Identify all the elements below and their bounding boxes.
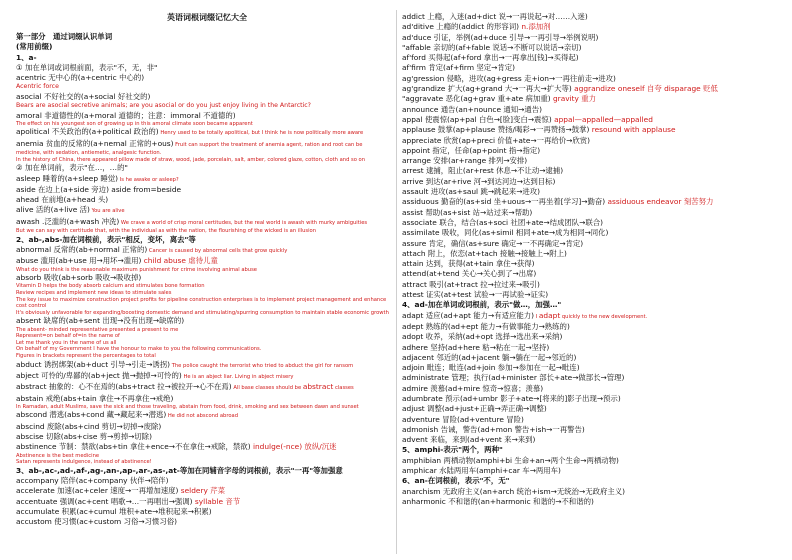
entry-line: appreciate 欣赏(ap+preci 价值+ate→一再给价→欣赏) (402, 135, 590, 145)
entry-text: ad'ditive 上瘾的(addict 的形容词) (402, 22, 519, 32)
entry-line: ② 加在单词前，表示"在…，…的" (16, 163, 128, 173)
entry-line: ad'duce 引证，举例(ad+duce 引导→一再引导→举例说明) (402, 32, 599, 42)
entry-line (16, 174, 398, 185)
highlight-note: assiduous endeavor 刻苦努力 (605, 197, 714, 207)
section-heading: (常用前缀) (16, 42, 53, 52)
entry-text: abuse 滥用(ab+use 用→用坏→滥用) (16, 256, 142, 266)
entry-text: abduct 诱拐绑架(ab+duct 引导→引走→诱拐) (16, 359, 171, 369)
entry-line: absorb 吸收(ab+sorb 吸收→吸收掉) (16, 273, 142, 283)
entry-line: assist 帮助(as+sist 站→站过来→帮助) (402, 207, 533, 217)
example-sentence: Satan represents indulgence, instead of abstinence! (16, 459, 152, 466)
entry-line: af'firm 肯定(af+firm 坚定→肯定) (402, 63, 516, 73)
highlight-note: abstract (302, 382, 334, 392)
highlight-note: child abuse 虐待儿童 (141, 256, 218, 266)
section-heading: 4、ad-加在单词或词根前，表示"做…，加强…" (402, 300, 562, 310)
entry-line: accustom 使习惯(ac+custom 习俗→习惯习俗) (16, 517, 177, 527)
entry-line: absent 缺席的(ab+sent 出现→没有出现→缺席的) (16, 316, 185, 326)
entry-line: adjoin 毗连；毗连(ad+join 参加→参加在一起→毗连) (402, 363, 580, 373)
example-sentence: The effect on his youngest son of growing up in this amoral climate soon became apparent (16, 120, 253, 127)
inline-example: The police caught the terrorist who tried to abduct the girl for ransom (170, 362, 354, 369)
entry-line: amoral 非道德性的(a+moral 道德的；注意：immoral 不道德的) (16, 110, 236, 120)
entry-line (16, 127, 398, 138)
entry-line (402, 115, 784, 125)
entry-line (16, 497, 398, 507)
entry-text: ag'grandize 扩大(ag+grand 大→一再大→扩大等) (402, 84, 572, 94)
entry-line: attain 达到，获得(at+tain 拿住→获得) (402, 259, 535, 269)
entry-text: apolitical 不关政治的(a+political 政治的) (16, 127, 159, 137)
entry-line (16, 410, 398, 421)
entry-text: anemia 贫血的反常的(a+nemal 正常的+ous) (16, 138, 174, 148)
entry-text: awash .泛滥的(a+wash 冲洗) (16, 216, 120, 226)
entry-line: adhere 坚持(ad+here 粘→粘在一起→坚持) (402, 342, 550, 352)
entry-text: assiduous 勤奋的(as+sid 坐+uous→一再坐着[学习]→勤奋) (402, 197, 606, 207)
inline-example: I (534, 313, 539, 320)
entry-text: abstinence 节制：禁欲(abs+tin 拿住+ence→不在拿住→戒除，禁欲) (16, 442, 251, 452)
entry-text: abstract 抽象的：心不在焉的(abs+tract 拉→被拉开→心不在焉) (16, 382, 232, 392)
entry-line: attract 吸引(at+tract 拉→拉过来→吸引) (402, 279, 540, 289)
entry-line: advent 来临，来到(ad+vent 来→来到) (402, 435, 536, 445)
entry-line: ag'gression 侵略，进攻(ag+gress 走+ion→一再往前走→进攻) (402, 73, 616, 83)
highlight-note: seldery 芹菜 (178, 486, 226, 496)
inline-example: Henry used to be totally apolitical, but I think he is now politically more aware (158, 130, 364, 137)
page-title: 英语词根词缀记忆大全 (167, 13, 247, 22)
entry-line (16, 486, 398, 496)
entry-line: "affable 亲切的(af+fable 说话→不断可以说话→亲切) (402, 42, 582, 52)
highlight-note: appal—appalled—appalled (551, 114, 653, 124)
example-sentence: medicine, with sedation, antiemetic, analgesic function. (16, 150, 162, 157)
entry-text: accelerate 加速(ac+celer 速度→一再增加速度) (16, 486, 179, 496)
inline-example: Cancer is caused by abnormal cells that grow quickly (147, 247, 288, 254)
entry-line: accumulate 积累(ac+cumul 堆积+ate→堆积起来→积累) (16, 507, 212, 516)
entry-line: appoint 指定，任命(ap+point 指→指定) (402, 145, 541, 155)
column-divider (396, 10, 397, 554)
entry-line (16, 442, 398, 452)
entry-line: anarchism 无政府主义(an+arch 统治+ism→无统治→无政府主义) (402, 486, 626, 496)
entry-line: administrate 管理；执行(ad+minister 部长+ate→做部长→管理) (402, 373, 625, 383)
right-column (402, 12, 784, 556)
example-sentence: Figures in brackets represent the percentages to total (16, 353, 156, 360)
entry-text: abscond 潜逃(abs+cond 藏→藏起来→潜逃) (16, 410, 167, 420)
entry-line (16, 360, 398, 371)
entry-line: amphibian 两栖动物(amphi+bi 生命+an→两个生命→两栖动物) (402, 455, 619, 465)
entry-line: assure 肯定，确信(as+sure 确定→一不再确定→肯定) (402, 238, 584, 248)
example-sentence: But we can say with certitude that, with the individual as with the nation, the flourishing of the wicked is an illusion (16, 228, 317, 235)
section-heading: 5、amphi-表示"两个，两种" (402, 445, 503, 455)
entry-text: accentuate 强调(ac+cent 唱歌→…一再唱出→强调) (16, 496, 193, 506)
entry-line: ahead 在前地(a+head 头) (16, 195, 109, 205)
entry-line: admonish 告诫，警告(ad+mon 警告+ish→一再警告) (402, 424, 585, 434)
entry-text: "aggravate 恶化(ag+grav 重+ate 病加重) (402, 94, 551, 104)
entry-text: alive 活的(a+live 活) (16, 205, 90, 215)
left-column (16, 12, 398, 556)
entry-text: accompany 陪伴(ac+company 伙伴→陪伴) (16, 476, 169, 486)
entry-line: amphicar 水陆两用车(amphi+car 车→两用车) (402, 466, 561, 476)
example-sentence: Review recipes and implement new ideas to stimulate sales (16, 290, 172, 297)
entry-line (402, 84, 784, 94)
entry-line: af'ford 买得起(af+ford 拿出→一再拿出[钱]→买得起) (402, 53, 579, 63)
entry-line (402, 311, 784, 322)
example-sentence: It's obviously unfavorable for expanding/boosting domestic demand and stimulating/spurring consumption to maintain stable economic growth (16, 309, 389, 316)
example-sentence: The key issue to maximize construction project profits for pipeline construction enterprises is to implement project management and enhance (16, 296, 387, 303)
inline-example: He did not abscond abroad (166, 413, 239, 420)
example-sentence: In the history of China, there appeared pillow made of straw, wood, jade, porcelain, salt, amber, colored glaze, cotton, cloth and so on (16, 156, 365, 163)
example-sentence: The absent- minded representative presented a present to me (16, 326, 179, 333)
entry-text: appal 使震惊(ap+pal 白色→[脸]变白→震惊) (402, 114, 552, 124)
entry-line (402, 125, 784, 135)
inline-example: We crave a world of crisp moral certitudes, but the real world is awash with murky ambiguities (119, 219, 368, 226)
highlight-note: indulge(-nce) 放纵/沉迷 (250, 442, 337, 452)
example-sentence: Represent=on behalf of=in the name of (16, 333, 120, 340)
inline-example: He is an abject liar. Living in abject misery (181, 373, 294, 380)
highlight-note: syllable 音节 (192, 496, 241, 506)
section-heading: 1、a- (16, 52, 37, 62)
section-heading: 3、ab-,ac-,ad-,af-,ag-,an-,ap-,ar-,as-,at-等加在同辅音字母的词根前，表示"一再"等加强意 (16, 465, 343, 475)
entry-line: associate 联合，结合(as+soci 社团+ate→结成团队→联合) (402, 217, 603, 227)
entry-line (16, 139, 398, 150)
entry-tail: quickly to the new development. (560, 313, 648, 320)
entry-line (16, 371, 398, 382)
entry-line (16, 256, 398, 266)
entry-line: anharmonic 不和谐的(an+harmonic 和谐的→不和谐的) (402, 496, 594, 506)
example-sentence: cost control (16, 303, 47, 310)
entry-line (16, 217, 398, 228)
entry-line: adventure 冒险(ad+venture 冒险) (402, 414, 524, 424)
example-sentence: What do you think is the reasonable maximum punishment for crime involving animal abuse (16, 266, 257, 273)
entry-line: adopt 收养，采纳(ad+opt 选择→选出来→采纳) (402, 332, 563, 342)
entry-line: abscind 废除(abs+cind 剪切→切掉→废除) (16, 421, 162, 431)
entry-text: asleep 睡着的(a+sleep 睡觉) (16, 173, 119, 183)
entry-line: arrest 逮捕，阻止(ar+rest 休息→不让动→逮捕) (402, 166, 564, 176)
highlight-note: resound with applause (589, 125, 676, 135)
section-heading: 2、ab-,abs-加在词根前，表示"相反，变坏，离去"等 (16, 234, 196, 244)
entry-line: adjust 调整(ad+just+正确→弄正确→调整) (402, 404, 547, 414)
entry-line: adumbrate 预示(ad+umbr 影子+ate→[将来的]影子出现→预示) (402, 393, 621, 403)
entry-line (16, 476, 398, 486)
inline-example: Fruit can support the treatment of anemia agent, ration and root can be (173, 141, 363, 148)
entry-line: attest 证实(at+test 试验→一再试验→证实) (402, 290, 549, 300)
highlight-note: adapt (538, 310, 561, 320)
example-sentence: Abstinence is the best medicine (16, 452, 100, 459)
entry-tail: classes (333, 385, 354, 392)
entry-line: aside 在边上(a+side 旁边) aside from=beside (16, 184, 182, 194)
entry-line: assault 进攻(as+saul 跳→跳起来→进攻) (402, 187, 541, 197)
example-sentence: Bears are asocial secretive animals; are you asocial or do you just enjoy living in the Antarctic? (16, 102, 311, 110)
entry-text: applause 鼓掌(ap+plause 赞扬/喝彩→一再赞扬→鼓掌) (402, 125, 590, 135)
entry-line: admire 羡慕(ad+mire 惊奇→惊喜；羡慕) (402, 383, 544, 393)
entry-line: adept 熟练的(ad+ept 能力→有做事能力→熟练的) (402, 321, 570, 331)
inline-example: Is he awake or asleep? (118, 176, 179, 183)
entry-text: abject 可怜的/卑鄙的(ab+ject 抛→抛掉→可怜的) (16, 370, 182, 380)
entry-line (16, 382, 398, 393)
entry-line: abstain 戒绝(abs+tain 拿住→不再拿住→戒绝) (16, 393, 174, 403)
entry-line: ① 加在单词或词根前面，表示"不，无，非" (16, 62, 158, 72)
highlight-note: aggrandize oneself 自夸 disparage 贬低 (571, 84, 718, 94)
entry-line: asocial 不好社交的(a+social 好社交的) (16, 91, 151, 101)
section-heading: 第一部分 通过词缀认识单词 (16, 32, 113, 41)
entry-line: assimilate 吸收，同化(as+simil 相同+ate→成为相同→同化) (402, 228, 609, 238)
example-sentence: On behalf of my Government I have the honour to make to you the following communications. (16, 346, 262, 353)
entry-line (16, 245, 398, 256)
highlight-note: gravity 重力 (550, 94, 597, 104)
inline-example: You are alive (89, 208, 125, 215)
entry-text: adapt 适应(ad+apt 能力→有适应能力) (402, 310, 535, 320)
entry-line (402, 22, 784, 32)
entry-line: acentric 无中心的(a+centric 中心的) (16, 73, 145, 83)
entry-line: arrive 到达(ar+rive 河→到达河边→达到目标) (402, 176, 556, 186)
example-sentence: Acentric force (16, 83, 59, 91)
example-sentence: Vitamin D helps the body absorb calcium and stimulates bone formation (16, 283, 205, 290)
entry-line: attach 附上，依恋(at+tach 接触→接触上→附上) (402, 248, 567, 258)
entry-line: adjacent 邻近的(ad+jacent 躺→躺在一起→邻近的) (402, 352, 577, 362)
highlight-note: n.添加剂 (519, 22, 551, 32)
section-heading: 6、an-在词根前，表示"不，无" (402, 476, 510, 486)
entry-text: abnormal 反常的(ab+normal 正常的) (16, 244, 148, 254)
entry-line: abscise 切除(abs+cise 剪→剪掉→切除) (16, 432, 152, 442)
entry-line: attend(at+tend 关心→关心到了→出席) (402, 269, 537, 279)
inline-example: All base classes should be (231, 385, 303, 392)
entry-line (402, 197, 784, 207)
entry-line (16, 205, 398, 216)
example-sentence: Let me thank you in the name of us all (16, 339, 117, 346)
entry-line (402, 94, 784, 104)
entry-line: arrange 安排(ar+range 排列→安排) (402, 156, 528, 166)
entry-line: announce 通告(an+nounce 通知→通告) (402, 104, 542, 114)
example-sentence: In Ramadan, adult Muslims, save the sick and those traveling, abstain from food, drink, smoking and sex between dawn and sunset (16, 403, 359, 410)
entry-line: addict 上瘾，入迷(ad+dict 说→一再说起→对……入迷) (402, 12, 588, 21)
